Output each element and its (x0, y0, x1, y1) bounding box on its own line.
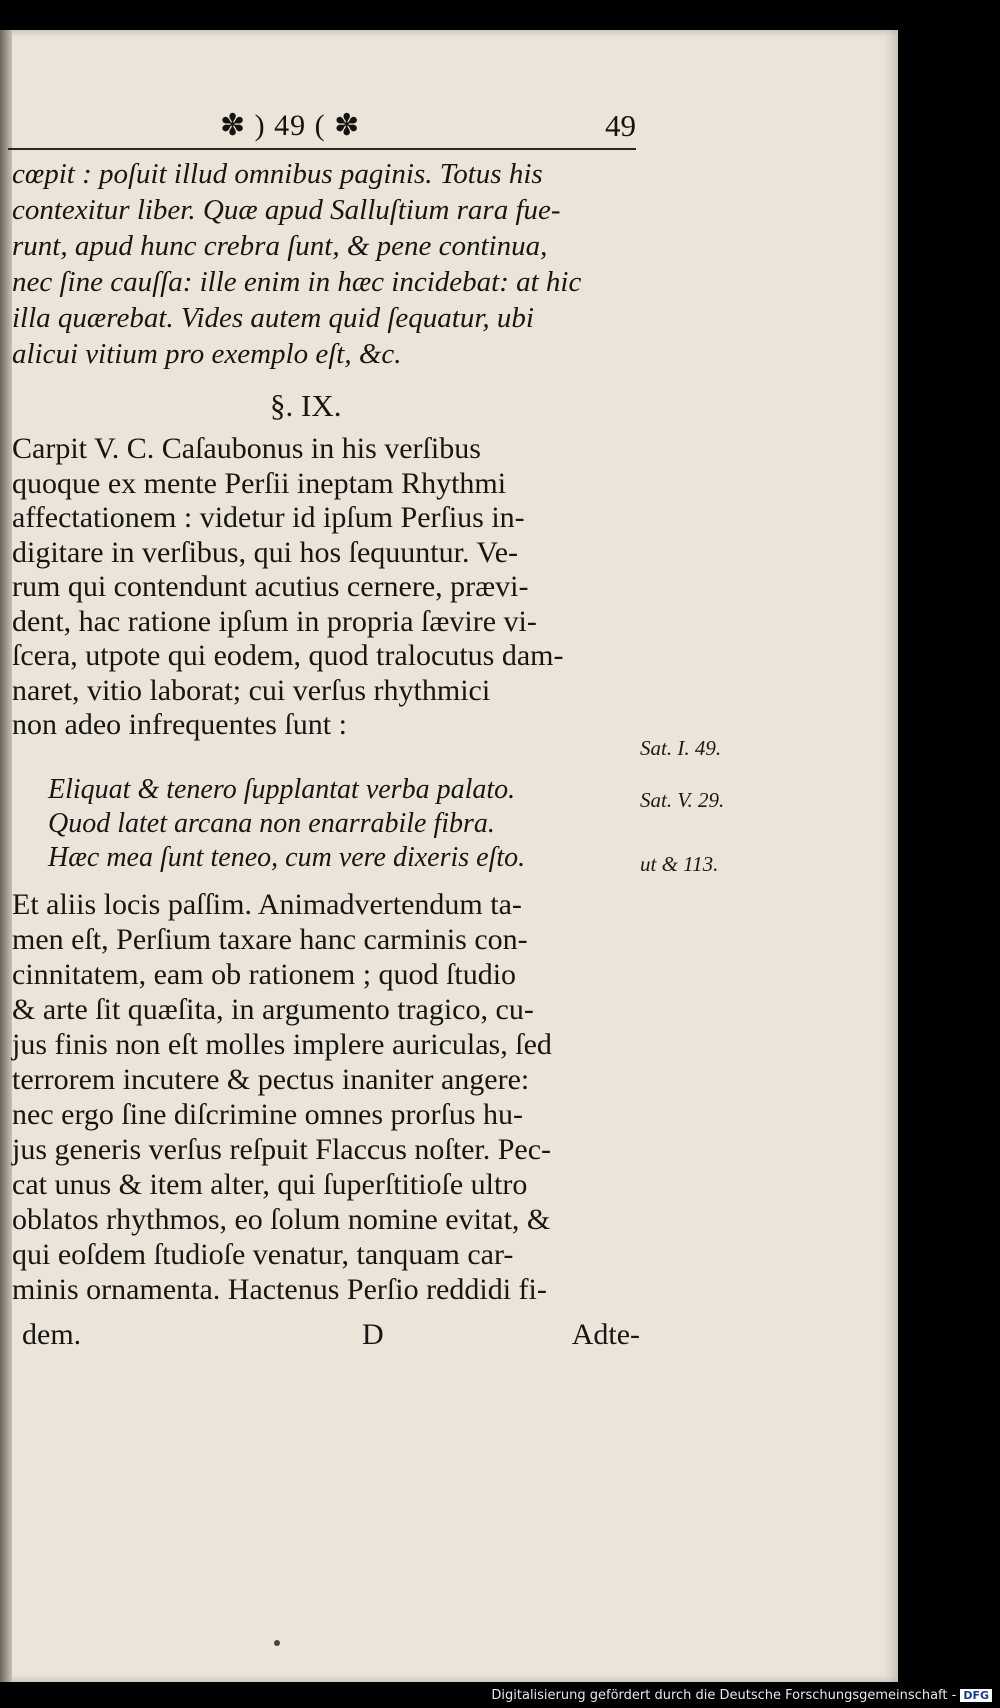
text-line: affectationem : videtur id ipſum Perſius in- (12, 501, 525, 534)
signature-mark: D (362, 1318, 384, 1351)
text-line: oblatos rhythmos, eo ſolum nomine evitat, & (12, 1203, 551, 1236)
verse-line: Quod latet arcana non enarrabile fibra. (48, 808, 495, 839)
margin-note: Sat. I. 49. (640, 736, 722, 760)
text-line: cœpit : poſuit illud omnibus paginis. Totus his (12, 158, 543, 190)
header-rule (8, 148, 636, 150)
digitization-credit (491, 1688, 992, 1703)
credit-text: Digitalisierung gefördert durch die Deutsche Forschungsgemeinschaft - (491, 1688, 957, 1703)
page-number: 49 (605, 108, 636, 143)
ink-speck (274, 1640, 280, 1646)
text-line: quoque ex mente Perſii ineptam Rhythmi (12, 466, 507, 500)
text-line: & arte ſit quæſita, in argumento tragico, cu- (12, 993, 534, 1026)
text-line: ſcera, utpote qui eodem, quod tralocutus dam- (12, 639, 564, 672)
text-line: Carpit V. C. Caſaubonus in his verſibus (12, 432, 481, 465)
text-line: Et aliis locis paſſim. Animadvertendum ta- (12, 888, 522, 921)
margin-note: ut & 113. (640, 852, 719, 876)
text-line: nec ſine cauſſa: ille enim in hæc incidebat: at hic (12, 266, 582, 298)
margin-note: Sat. V. 29. (640, 788, 725, 812)
last-word: dem. (22, 1318, 82, 1351)
running-title: ✽ ) 49 ( ✽ (220, 109, 361, 142)
running-header (10, 100, 636, 146)
text-line: rum qui contendunt acutius cernere, prævi- (12, 570, 529, 603)
text-line: jus generis verſus reſpuit Flaccus noſter. Pec- (12, 1133, 552, 1166)
dfg-logo: DFG (960, 1689, 992, 1702)
text-line: non adeo infrequentes ſunt : (12, 708, 347, 741)
text-line: illa quærebat. Vides autem quid ſequatur, ubi (12, 302, 534, 334)
page-gutter (0, 30, 12, 1682)
text-line: jus finis non eſt molles implere auriculas, ſed (12, 1028, 552, 1061)
section-heading: §. IX. (270, 388, 342, 423)
text-line: contexitur liber. Quæ apud Salluſtium rara fue- (12, 194, 561, 226)
text-line: nec ergo ſine diſcrimine omnes prorſus hu- (12, 1098, 523, 1131)
text-line: digitare in verſibus, qui hos ſequuntur. Ve- (12, 535, 519, 569)
text-line: terrorem incutere & pectus inaniter angere: (12, 1063, 530, 1096)
text-line: runt, apud hunc crebra ſunt, & pene continua, (12, 230, 548, 262)
text-line: qui eoſdem ſtudioſe venatur, tanquam car- (12, 1238, 514, 1271)
text-line: naret, vitio laborat; cui verſus rhythmici (12, 673, 491, 707)
text-line: cat unus & item alter, qui ſuperſtitioſe ultro (12, 1168, 528, 1201)
verse-line: Eliquat & tenero ſupplantat verba palato. (48, 774, 516, 805)
text-line: men eſt, Perſium taxare hanc carminis con- (12, 923, 528, 956)
catchword: Adte- (571, 1318, 640, 1351)
verse-line: Hæc mea ſunt teneo, cum vere dixeris eſto. (48, 842, 526, 873)
text-line: alicui vitium pro exemplo eſt, &c. (12, 338, 402, 370)
text-line: cinnitatem, eam ob rationem ; quod ſtudio (12, 958, 517, 991)
text-line: minis ornamenta. Hactenus Perſio reddidi fi- (12, 1273, 547, 1306)
text-line: dent, hac ratione ipſum in propria ſævire vi- (12, 604, 537, 638)
